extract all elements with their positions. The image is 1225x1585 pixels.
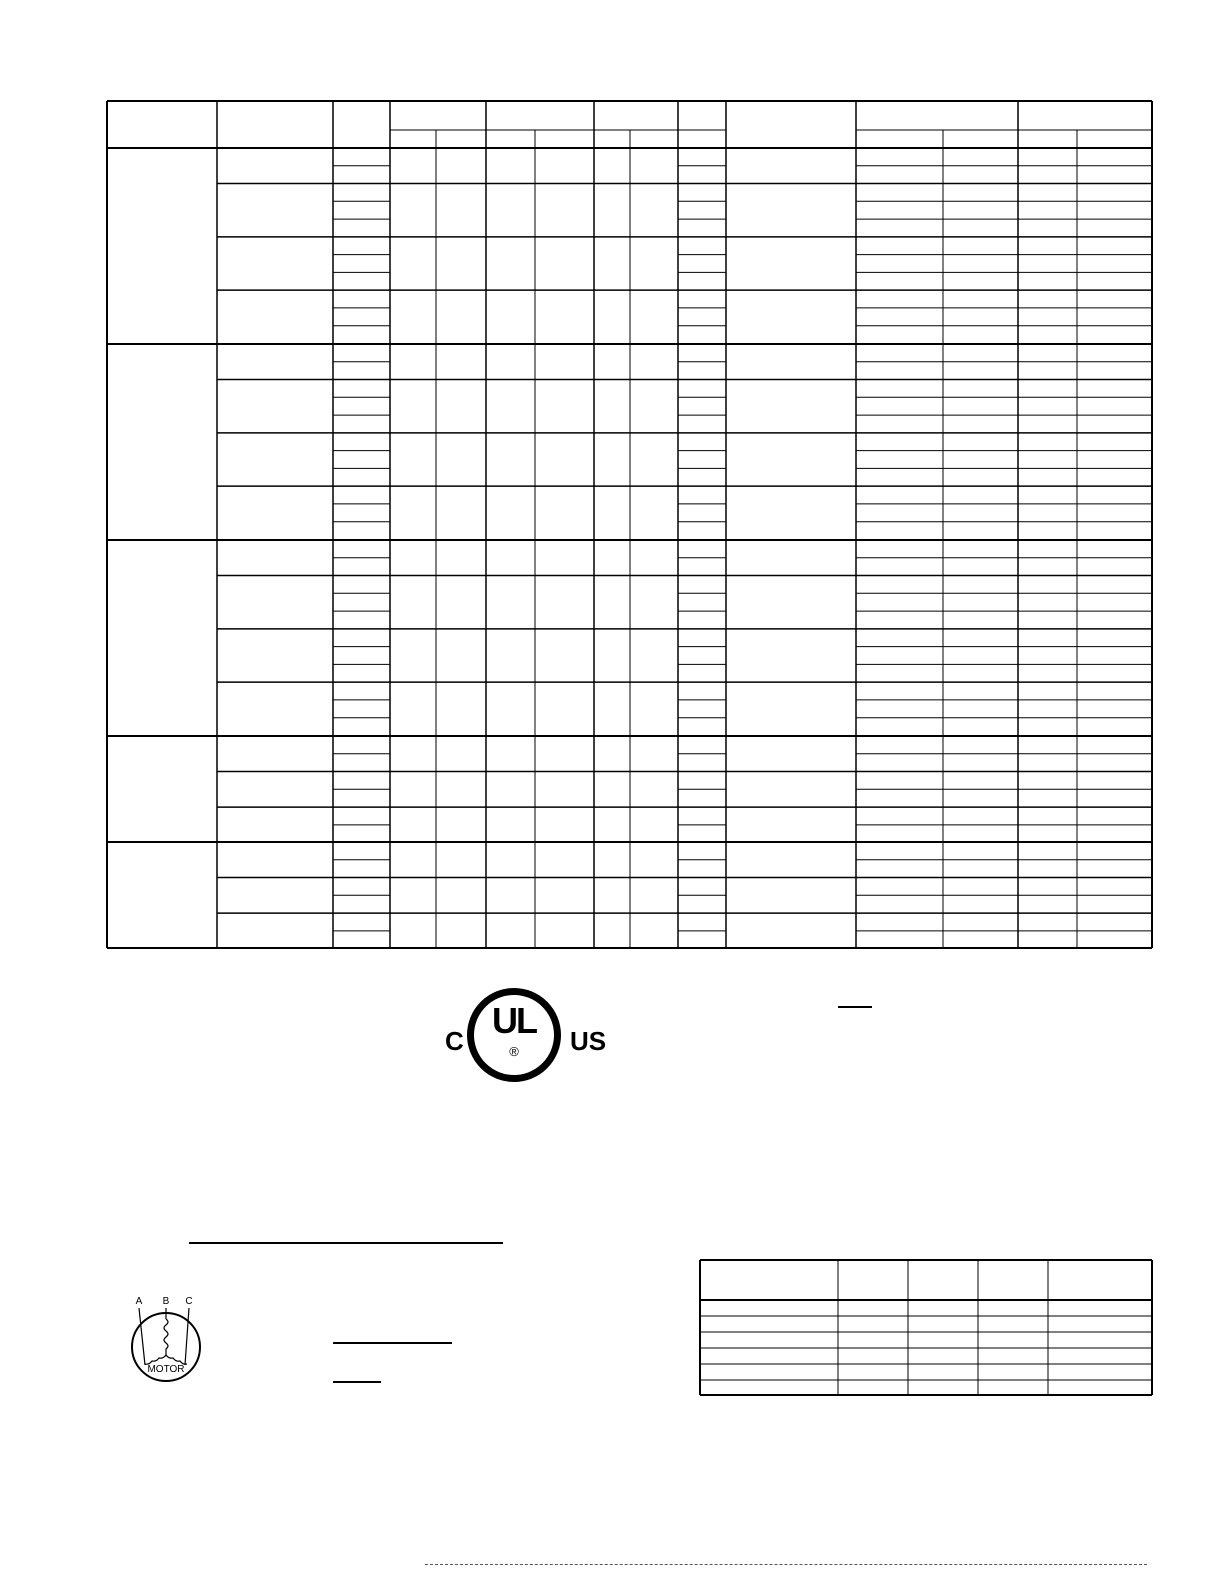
winding-c-coil — [166, 1355, 187, 1364]
ul-registered-symbol: ® — [509, 1044, 519, 1059]
mid-underline-rule — [333, 1342, 452, 1344]
short-underline-rule — [838, 1006, 872, 1008]
terminal-b-label: B — [162, 1296, 170, 1307]
ul-prefix-letter: C — [445, 1026, 464, 1056]
terminal-a-label: A — [135, 1296, 143, 1307]
section-heading-rule — [189, 1242, 503, 1244]
lead-c — [185, 1308, 189, 1365]
winding-b-coil — [164, 1319, 168, 1355]
ul-suffix-letters: US — [570, 1026, 607, 1056]
motor-label: MOTOR — [147, 1364, 185, 1375]
winding-a-coil — [145, 1355, 166, 1364]
terminal-c-label: C — [185, 1296, 193, 1307]
lead-a — [139, 1308, 145, 1365]
short-underline-rule-2 — [333, 1381, 381, 1383]
ul-ring — [467, 988, 561, 1082]
motor-wiring-diagram — [125, 1293, 210, 1383]
ul-core-letters: UL — [492, 1000, 536, 1041]
footer-dashed-rule — [425, 1564, 1147, 1565]
ul-certification-logo — [443, 988, 607, 1088]
